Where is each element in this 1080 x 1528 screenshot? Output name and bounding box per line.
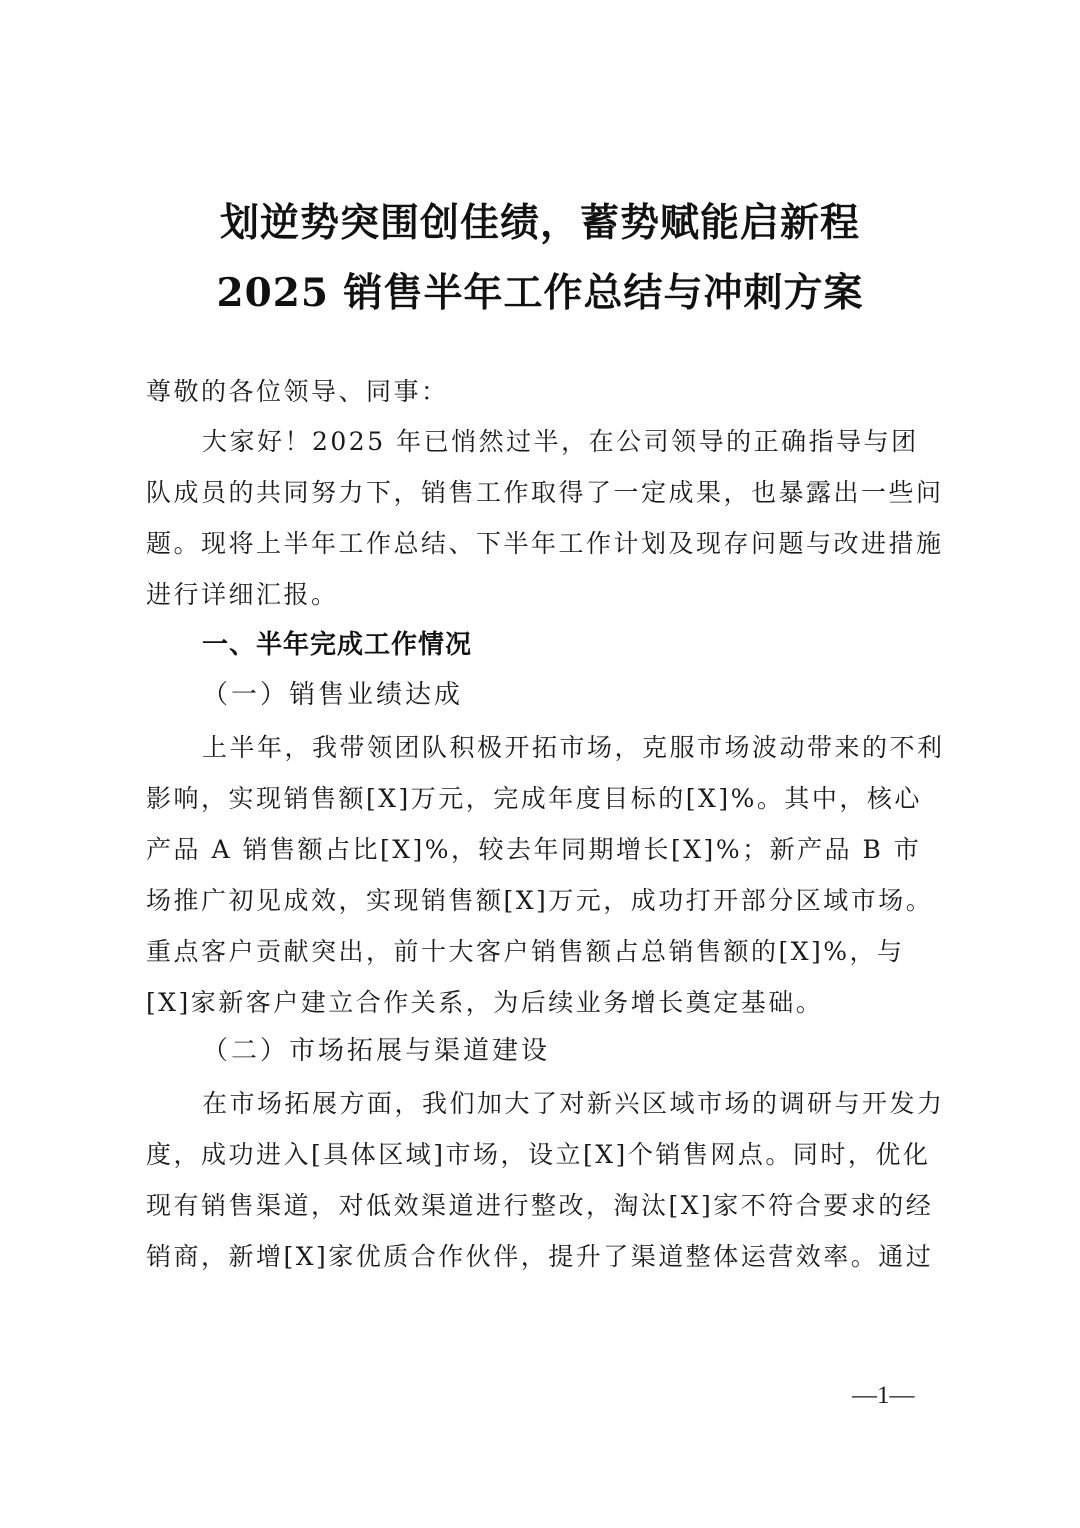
subsection2-heading: （二）市场拓展与渠道建设 (202, 1036, 551, 1066)
document-title-line1: 划逆势突围创佳绩，蓄势赋能启新程 (219, 200, 860, 246)
section1-heading: 一、半年完成工作情况 (202, 630, 473, 660)
subsection1-heading: （一）销售业绩达成 (202, 680, 464, 710)
subsection1-paragraph: 上半年，我带领团队积极开拓市场，克服市场波动带来的不利影响，实现销售额[X]万元，完成年度目标的[X]%。其中，核心产品 A 销售额占比[X]%，较去年同期增长[X]%；新产品 B 市场推广初见成效，实现销售额[X]万元，成功打开部分区域市场。重点客户贡献突出，前十大客户销售额占总销售额的[X]%，与[X]家新客户建立合作关系，为后续业务增长奠定基础。 (146, 733, 945, 1017)
page-number: —1— (852, 1382, 915, 1409)
intro-paragraph: 大家好！2025 年已悄然过半，在公司领导的正确指导与团队成员的共同努力下，销售工作取得了一定成果，也暴露出一些问题。现将上半年工作总结、下半年工作计划及现存问题与改进措施进行详细汇报。 (146, 427, 944, 609)
salutation: 尊敬的各位领导、同事： (146, 377, 449, 406)
subsection2-paragraph: 在市场拓展方面，我们加大了对新兴区域市场的调研与开发力度，成功进入[具体区域]市场，设立[X]个销售网点。同时，优化现有销售渠道，对低效渠道进行整改，淘汰[X]家不符合要求的经销商，新增[X]家优质合作伙伴，提升了渠道整体运营效率。通过 (146, 1089, 945, 1271)
document-title-line2: 2025 销售半年工作总结与冲刺方案 (216, 270, 864, 316)
